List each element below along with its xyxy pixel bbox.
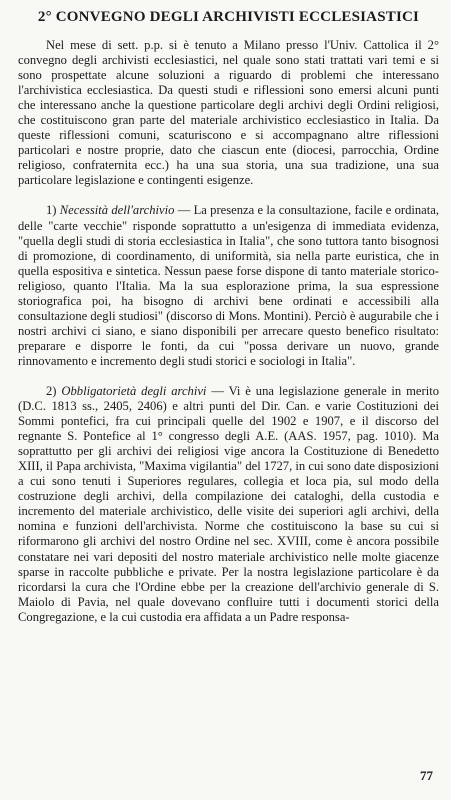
section-number: 2) (46, 383, 62, 398)
section-text: — Vi è una legislazione generale in merito (D.C. 1813 ss., 2405, 2406) e altri punti del Dir. Can. e varie Costituzioni dei Sommi pontefici, fra cui principali quelle del 1902 e 1907, e il discorso del regnante S. Pontefice al 1° congresso degli A.E. (AAS. 1957, pag. 1010). Ma soprattutto per gli archivi dei religiosi vige ancora la Costituzione di Benedetto XIII, il Papa archivista, "Maxima vigilantia" del 1727, in cui sono date disposizioni a cui sono tenuti i Superiores regulares, collegia et loca pia, sul modo della costruzione degli archivi, della compilazione dei cataloghi, della custodia e incremento del materiale archivistico, delle visite dei superiori agli archivi, della nomina e funzioni dell'archivista. Norme che costituiscono la base su cui si riformarono gli archivi del nostro Ordine nel sec. XVIII, come è ancora possibile constatare nei vari depositi del nostro materiale archivistico nelle molte giacenze sparse in raccolte pubbliche e private. Per la nostra legislazione particolare è da ricordarsi la cura che l'Ordine ebbe per la creazione dell'archivio generale di S. Maiolo di Pavia, nel quale dovevano confluire tutti i documenti storici della Congregazione, e la cui custodia era affidata a un Padre responsa- (18, 383, 439, 624)
section-text: — La presenza e la consultazione, facile e ordinata, delle "carte vecchie" risponde soprattutto a un'esigenza di immediata evidenza, "quella degli studi di storia ecclesiastica in Italia", che sono tuttora tanto bisognosi di promozione, di coordinamento, di uniformità, sia nella parte euristica, che in quella espositiva e sintetica. Nessun paese forse dispone di tanto materiale storico-religioso, quanto l'Italia. Ma la sua esplorazione prima, la sua espressione storiografica poi, ha bisogno di archivi bene ordinati e accessibili alla consultazione degli studiosi" (discorso di Mons. Montini). Perciò è augurabile che i nostri archivi ci siano, e siano disponibili per arrecare questo benefico risultato: preparare e disporre le fonti, da cui "possa derivare un nuovo, grande rinnovamento e incremento degli studi storici e sociologi in Italia". (18, 203, 440, 368)
page-number: 77 (420, 768, 433, 783)
section-necessity-paragraph (18, 203, 439, 369)
section-heading: Necessità dell'archivio (59, 203, 175, 218)
section-number: 1) (46, 203, 60, 218)
article-title: 2° CONVEGNO DEGLI ARCHIVISTI ECCLESIASTICI (37, 9, 420, 25)
introduction-text: Nel mese di sett. p.p. si è tenuto a Milano presso l'Univ. Cattolica il 2° convegno degli archivisti ecclesiastici, nel quale sono stati trattati vari temi e si sono prospettate alcune soluzioni a riguardo di problemi che interessano l'archivistica ecclesiastica. Da questi studi e riflessioni sono emersi alcuni punti che interessano anche la questione particolare degli archivi degli Ordini religiosi, che costituiscono gran parte del materiale archivistico ecclesiastico in Italia. Da queste riflessioni comuni, scaturiscono e si accompagnano altre riflessioni particolari e nostre proprie, dato che ciascun ente (diocesi, parrocchia, Ordine religioso, confraternita ecc.) ha una sua storia, una sua tradizione, una sua particolare legislazione e contingenti esigenze. (18, 38, 439, 188)
document-page (18, 8, 439, 625)
introduction-paragraph (18, 38, 439, 188)
section-obligation-paragraph (18, 384, 439, 625)
section-heading: Obbligatorietà degli archivi (61, 383, 207, 398)
